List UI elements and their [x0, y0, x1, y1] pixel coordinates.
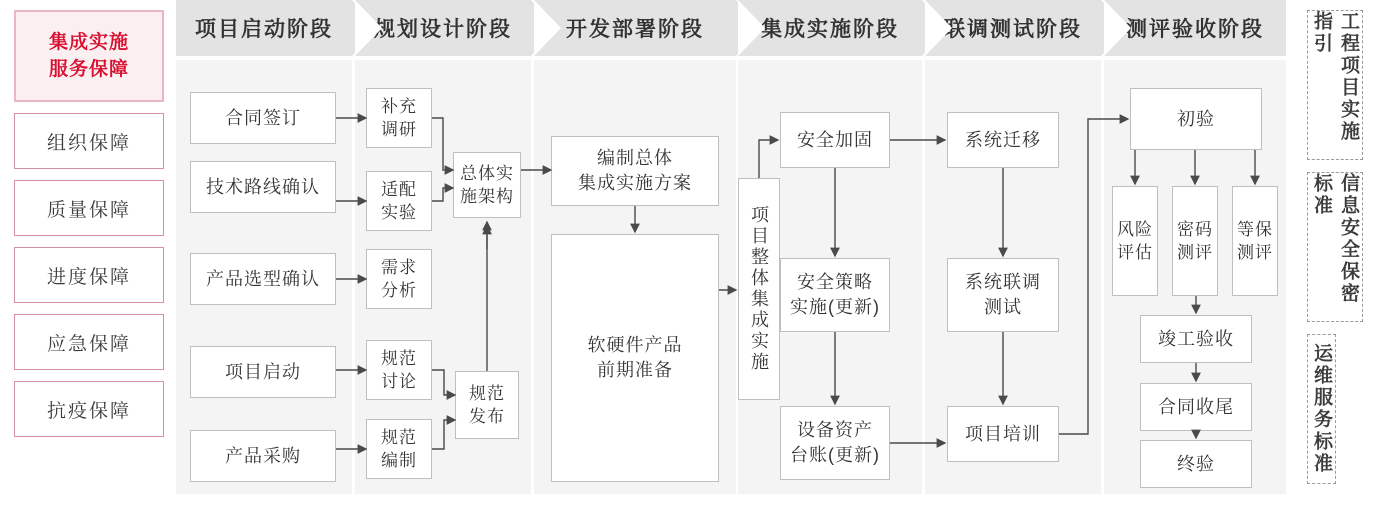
left-item-schedule[interactable]: 进度保障 — [14, 247, 164, 303]
phase-2-header — [355, 0, 531, 56]
phase-4-header-label: 集成实施阶段 — [761, 18, 899, 41]
node-adaptation-experiment-line1: 适配 — [381, 180, 417, 199]
phase-5-header-label: 联调测试阶段 — [944, 18, 1082, 41]
node-hardware-software-preparation[interactable] — [551, 234, 719, 482]
node-equipment-asset-ledger-line1: 设备资产 — [797, 420, 873, 440]
node-hardware-software-preparation-line1: 软硬件产品 — [587, 335, 683, 355]
node-standard-release-line1: 规范 — [469, 384, 505, 403]
node-standard-drafting-line1: 规范 — [381, 428, 417, 447]
node-standard-release-line2: 发布 — [469, 407, 505, 426]
left-item-epidemic[interactable]: 抗疫保障 — [14, 381, 164, 437]
node-overall-implementation-architecture-line1: 总体实 — [460, 164, 514, 183]
node-supplementary-research-line1: 补充 — [381, 97, 417, 116]
node-classified-protection-evaluation-line2: 测评 — [1237, 243, 1273, 262]
right-box-operations-service-standard[interactable]: 运维服务标准 — [1307, 334, 1336, 484]
node-security-policy-implementation-line2: 实施(更新) — [790, 297, 880, 317]
node-standard-release[interactable] — [455, 371, 519, 439]
node-equipment-asset-ledger-line2: 台账(更新) — [790, 445, 880, 465]
phase-6-notch-icon — [1104, 0, 1131, 56]
node-supplementary-research-line2: 调研 — [381, 120, 417, 139]
phase-5-header — [925, 0, 1101, 56]
right-panel — [1307, 10, 1379, 484]
left-panel-title-line1: 集成实施 — [48, 32, 129, 53]
phase-1-header-label: 项目启动阶段 — [195, 18, 333, 41]
node-risk-assessment-line2: 评估 — [1117, 243, 1153, 262]
phase-2-notch-icon — [355, 0, 382, 56]
phase-5-notch-icon — [925, 0, 952, 56]
left-item-emergency[interactable]: 应急保障 — [14, 314, 164, 370]
node-contract-closeout[interactable]: 合同收尾 — [1140, 383, 1252, 431]
phase-3-notch-icon — [534, 0, 561, 56]
node-product-selection-confirm[interactable]: 产品选型确认 — [190, 253, 336, 305]
phase-6-header — [1104, 0, 1286, 56]
node-security-policy-implementation-line1: 安全策略 — [797, 272, 873, 292]
left-item-organization[interactable]: 组织保障 — [14, 113, 164, 169]
phase-2-header-label: 规划设计阶段 — [374, 18, 512, 41]
node-risk-assessment-line1: 风险 — [1117, 220, 1153, 239]
node-project-training[interactable]: 项目培训 — [947, 406, 1059, 462]
node-standard-drafting-line2: 编制 — [381, 451, 417, 470]
node-supplementary-research[interactable] — [366, 88, 432, 148]
node-requirement-analysis[interactable] — [366, 249, 432, 309]
right-box-engineering-project-implementation-guide[interactable]: 工程项目实施指引 — [1307, 10, 1363, 160]
node-draft-overall-integration-plan[interactable] — [551, 136, 719, 206]
node-standard-discussion[interactable] — [366, 340, 432, 400]
node-system-joint-test-line1: 系统联调 — [965, 272, 1041, 292]
node-overall-project-integration[interactable]: 项目整体集成实施 — [738, 178, 780, 400]
node-overall-implementation-architecture[interactable] — [453, 152, 521, 218]
node-project-kickoff[interactable]: 项目启动 — [190, 346, 336, 398]
node-classified-protection-evaluation[interactable] — [1232, 186, 1278, 296]
node-completion-acceptance[interactable]: 竣工验收 — [1140, 315, 1252, 363]
node-security-policy-implementation[interactable] — [780, 258, 890, 332]
node-adaptation-experiment-line2: 实验 — [381, 203, 417, 222]
phase-3-header-label: 开发部署阶段 — [566, 18, 704, 41]
node-overall-implementation-architecture-line2: 施架构 — [460, 187, 514, 206]
node-system-joint-test[interactable] — [947, 258, 1059, 332]
node-requirement-analysis-line1: 需求 — [381, 258, 417, 277]
phase-4-notch-icon — [738, 0, 765, 56]
phase-6-header-label: 测评验收阶段 — [1126, 18, 1264, 41]
node-hardware-software-preparation-line2: 前期准备 — [597, 360, 673, 380]
phase-1-header — [176, 0, 352, 56]
left-item-quality[interactable]: 质量保障 — [14, 180, 164, 236]
phase-4-header — [738, 0, 922, 56]
phase-3-header — [534, 0, 736, 56]
node-cryptography-evaluation[interactable] — [1172, 186, 1218, 296]
node-classified-protection-evaluation-line1: 等保 — [1237, 220, 1273, 239]
node-system-migration[interactable]: 系统迁移 — [947, 112, 1059, 168]
node-preliminary-acceptance[interactable]: 初验 — [1130, 88, 1262, 150]
left-panel-title-line2: 服务保障 — [48, 59, 129, 80]
node-tech-route-confirm[interactable]: 技术路线确认 — [190, 161, 336, 213]
node-product-procurement[interactable]: 产品采购 — [190, 430, 336, 482]
node-adaptation-experiment[interactable] — [366, 171, 432, 231]
node-risk-assessment[interactable] — [1112, 186, 1158, 296]
node-requirement-analysis-line2: 分析 — [381, 281, 417, 300]
node-final-acceptance[interactable]: 终验 — [1140, 440, 1252, 488]
node-system-joint-test-line2: 测试 — [984, 297, 1022, 317]
left-panel — [14, 10, 164, 437]
node-draft-overall-integration-plan-line1: 编制总体 — [597, 148, 673, 168]
node-standard-drafting[interactable] — [366, 419, 432, 479]
left-panel-title — [14, 10, 164, 102]
node-cryptography-evaluation-line2: 测评 — [1177, 243, 1213, 262]
node-security-hardening[interactable]: 安全加固 — [780, 112, 890, 168]
node-cryptography-evaluation-line1: 密码 — [1177, 220, 1213, 239]
node-standard-discussion-line2: 讨论 — [381, 372, 417, 391]
node-contract-signing[interactable]: 合同签订 — [190, 92, 336, 144]
node-standard-discussion-line1: 规范 — [381, 349, 417, 368]
node-draft-overall-integration-plan-line2: 集成实施方案 — [578, 173, 692, 193]
right-box-information-security-confidentiality-standard[interactable]: 信息安全保密标准 — [1307, 172, 1363, 322]
node-equipment-asset-ledger[interactable] — [780, 406, 890, 480]
